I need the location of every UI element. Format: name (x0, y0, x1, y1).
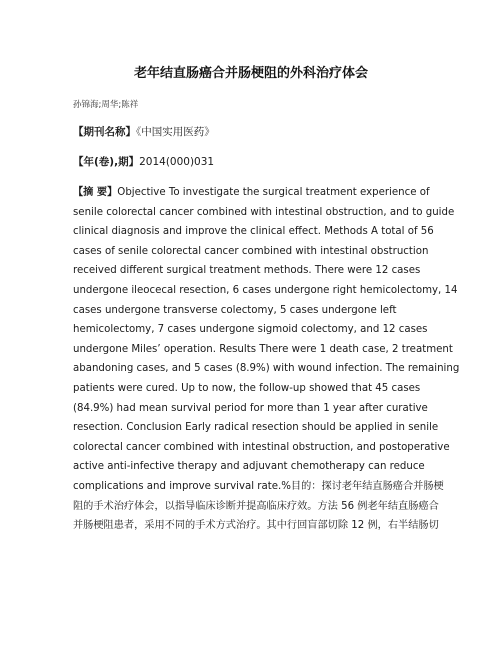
abstract-line: resection. Conclusion Early radical resection should be applied in senile (73, 422, 439, 434)
abstract-label: 【摘 要】 (73, 187, 118, 198)
abstract-line: senile colorectal cancer combined with intestinal obstruction, and to guide (73, 206, 455, 218)
abstract-line: undergone ileocecal resection, 6 cases undergone right hemicolectomy, 14 (73, 284, 458, 296)
year-label: 【年(卷),期】 (73, 156, 140, 168)
abstract-line: abandoning cases, and 5 cases (8.9%) with wound infection. The remaining (73, 363, 460, 375)
authors: 孙锦海;周华;陈祥 (73, 100, 139, 110)
abstract-line: 【摘 要】Objective To investigate the surgical treatment experience of (73, 187, 430, 198)
journal-label: 【期刊名称】 (73, 126, 136, 138)
abstract-line: hemicolectomy, 7 cases undergone sigmoid colectomy, and 12 cases (73, 324, 428, 336)
abstract-line: cases of senile colorectal cancer combined with intestinal obstruction (73, 245, 429, 257)
abstract-line: 阻的手术治疗体会，以指导临床诊断并提高临床疗效。方法 56 例老年结直肠癌合 (73, 500, 439, 512)
abstract-line: patients were cured. Up to now, the follow-up showed that 45 cases (73, 382, 421, 394)
abstract-line: active anti-infective therapy and adjuvant chemotherapy can reduce (73, 461, 425, 473)
journal-field (73, 124, 215, 139)
abstract-line: colorectal cancer combined with intestinal obstruction, and postoperative (73, 441, 450, 453)
abstract-line: undergone Miles’ operation. Results There were 1 death case, 2 treatment (73, 343, 453, 355)
journal-value: 《中国实用医药》 (136, 126, 215, 138)
abstract-line: 并肠梗阻患者，采用不同的手术方式治疗。其中行回盲部切除 12 例，右半结肠切 (73, 520, 439, 532)
document-title: 老年结直肠癌合并肠梗阻的外科治疗体会 (133, 66, 368, 81)
abstract-line: clinical diagnosis and improve the clinical effect. Methods A total of 56 (73, 226, 434, 238)
abstract-line: (84.9%) had mean survival period for more than 1 year after curative (73, 402, 428, 414)
year-value: 2014(000)031 (139, 156, 215, 168)
abstract-line: received different surgical treatment methods. There were 12 cases (73, 265, 421, 277)
year-field (73, 154, 214, 169)
abstract-line: cases undergone transverse colectomy, 5 cases undergone left (73, 304, 397, 316)
abstract-line: complications and improve survival rate.%目的：探讨老年结直肠癌合并肠梗 (73, 480, 444, 492)
abstract (73, 183, 460, 536)
